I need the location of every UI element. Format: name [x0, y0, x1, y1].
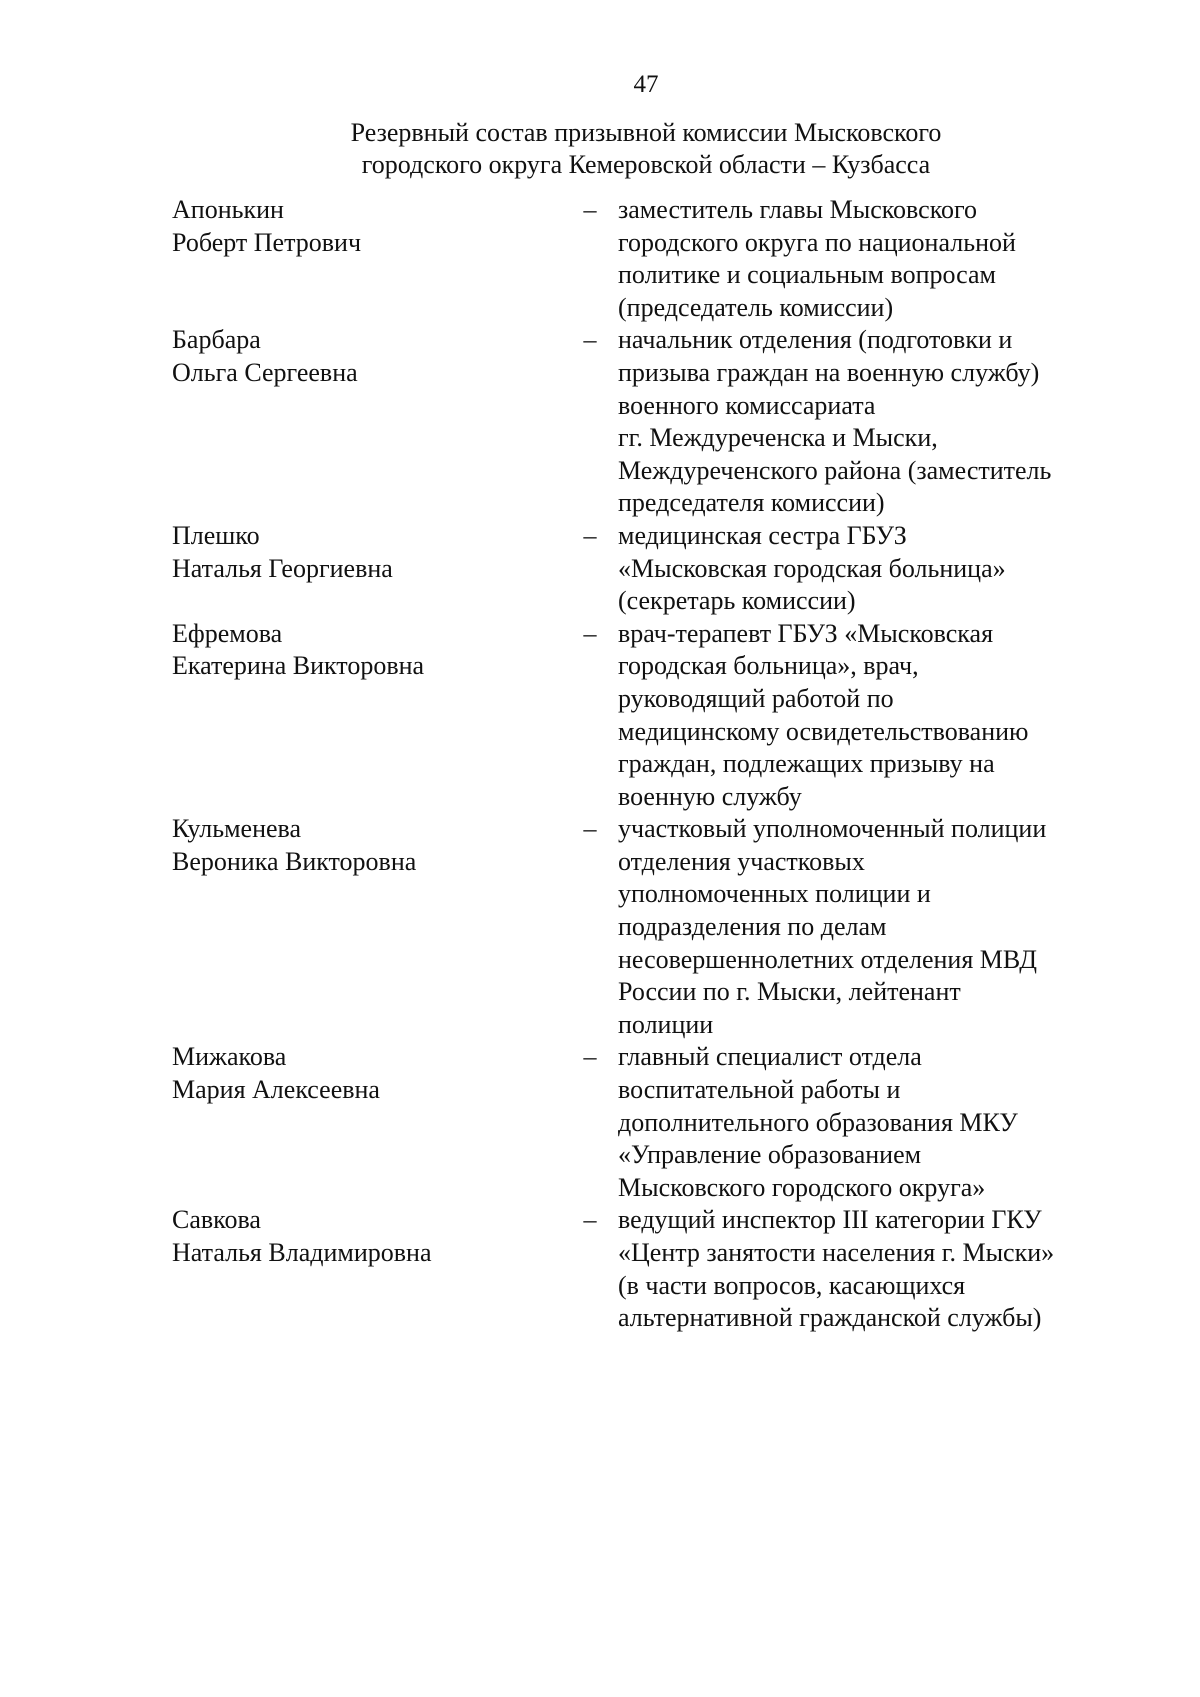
member-dash: –	[583, 618, 597, 648]
member-dash: –	[583, 195, 597, 224]
member-name	[172, 1204, 562, 1269]
member-role-line: участковый уполномоченный полиции	[618, 814, 1047, 844]
member-role-line: призыва граждан на военную службу)	[618, 357, 1040, 387]
member-dash: –	[583, 520, 597, 550]
member-name	[172, 813, 562, 878]
member-role-line: России по г. Мыски, лейтенант	[618, 977, 961, 1007]
member-given-names: Мария Алексеевна	[172, 1075, 380, 1105]
member-role-line: дополнительного образования МКУ	[618, 1107, 1018, 1137]
member-surname: Барбара	[172, 325, 261, 355]
member-role-line: военную службу	[618, 781, 802, 811]
member-role-line: городская больница», врач,	[618, 651, 919, 681]
member-dash: –	[583, 325, 597, 355]
member-role	[618, 194, 1102, 324]
member-role-line: гг. Междуреченска и Мыски,	[618, 423, 938, 453]
member-role-line: «Мысковская городская больница»	[618, 553, 1006, 583]
member-row	[172, 1204, 1102, 1334]
member-surname: Мижакова	[172, 1042, 287, 1072]
member-role-line: начальник отделения (подготовки и	[618, 325, 1013, 355]
title-line-1: Резервный состав призывной комиссии Мысковского	[350, 118, 942, 147]
member-role-line: руководящий работой по	[618, 683, 894, 713]
member-row	[172, 520, 1102, 618]
member-role	[618, 324, 1102, 520]
member-role-line: медицинская сестра ГБУЗ	[618, 520, 907, 550]
member-role-line: Междуреченского района (заместитель	[618, 455, 1052, 485]
members-list	[172, 194, 1102, 1335]
member-role-line: отделения участковых	[618, 846, 865, 876]
member-role-line: главный специалист отдела	[618, 1042, 922, 1072]
member-name	[172, 1041, 562, 1106]
member-role-line: (секретарь комиссии)	[618, 586, 856, 616]
member-name	[172, 324, 562, 389]
member-dash: –	[583, 1042, 597, 1072]
member-given-names: Наталья Георгиевна	[172, 553, 393, 583]
member-role-line: «Центр занятости населения г. Мыски»	[618, 1238, 1055, 1267]
member-role-line: несовершеннолетних отделения МВД	[618, 944, 1038, 974]
document-title	[46, 117, 1200, 181]
member-surname: Ефремова	[172, 618, 283, 648]
member-row	[172, 194, 1102, 324]
member-role-line: полиции	[618, 1009, 714, 1039]
member-surname: Кульменева	[172, 814, 301, 844]
member-name	[172, 618, 562, 683]
member-role-line: медицинскому освидетельствованию	[618, 716, 1029, 746]
member-name	[172, 520, 562, 585]
member-role-line: ведущий инспектор III категории ГКУ	[618, 1205, 1042, 1235]
member-role	[618, 1204, 1102, 1334]
member-role-line: граждан, подлежащих призыву на	[618, 749, 995, 779]
member-role	[618, 1041, 1102, 1204]
member-role-line: подразделения по делам	[618, 912, 887, 942]
member-role-line: воспитательной работы и	[618, 1075, 901, 1105]
member-role-line: уполномоченных полиции и	[618, 879, 931, 909]
title-line-2: городского округа Кемеровской области – Кузбасса	[361, 150, 931, 179]
member-name	[172, 194, 562, 259]
member-surname: Плешко	[172, 520, 260, 550]
member-role-line: Мысковского городского округа»	[618, 1172, 986, 1202]
member-role-line: председателя комиссии)	[618, 488, 885, 518]
member-role-line: альтернативной гражданской службы)	[618, 1303, 1042, 1333]
member-row	[172, 813, 1102, 1041]
member-role-line: (председатель комиссии)	[618, 292, 894, 322]
member-role-line: (в части вопросов, касающихся	[618, 1270, 966, 1300]
member-role	[618, 813, 1102, 1041]
member-given-names: Ольга Сергеевна	[172, 357, 358, 387]
member-role	[618, 520, 1102, 618]
member-given-names: Вероника Викторовна	[172, 846, 417, 876]
member-given-names: Роберт Петрович	[172, 227, 362, 257]
member-dash: –	[583, 1205, 597, 1235]
member-surname: Савкова	[172, 1205, 261, 1235]
page-number: 47	[633, 71, 659, 98]
member-row	[172, 324, 1102, 520]
member-role-line: «Управление образованием	[618, 1140, 922, 1170]
member-role-line: заместитель главы Мысковского	[618, 195, 978, 224]
member-role-line: военного комиссариата	[618, 390, 876, 420]
member-given-names: Екатерина Викторовна	[172, 651, 425, 681]
member-role-line: политике и социальным вопросам	[618, 260, 996, 290]
member-role	[618, 618, 1102, 814]
member-role-line: врач-терапевт ГБУЗ «Мысковская	[618, 618, 994, 648]
member-role-line: городского округа по национальной	[618, 227, 1016, 257]
member-row	[172, 1041, 1102, 1204]
member-surname: Апонькин	[172, 195, 284, 224]
member-row	[172, 618, 1102, 814]
member-given-names: Наталья Владимировна	[172, 1238, 432, 1267]
member-dash: –	[583, 814, 597, 844]
